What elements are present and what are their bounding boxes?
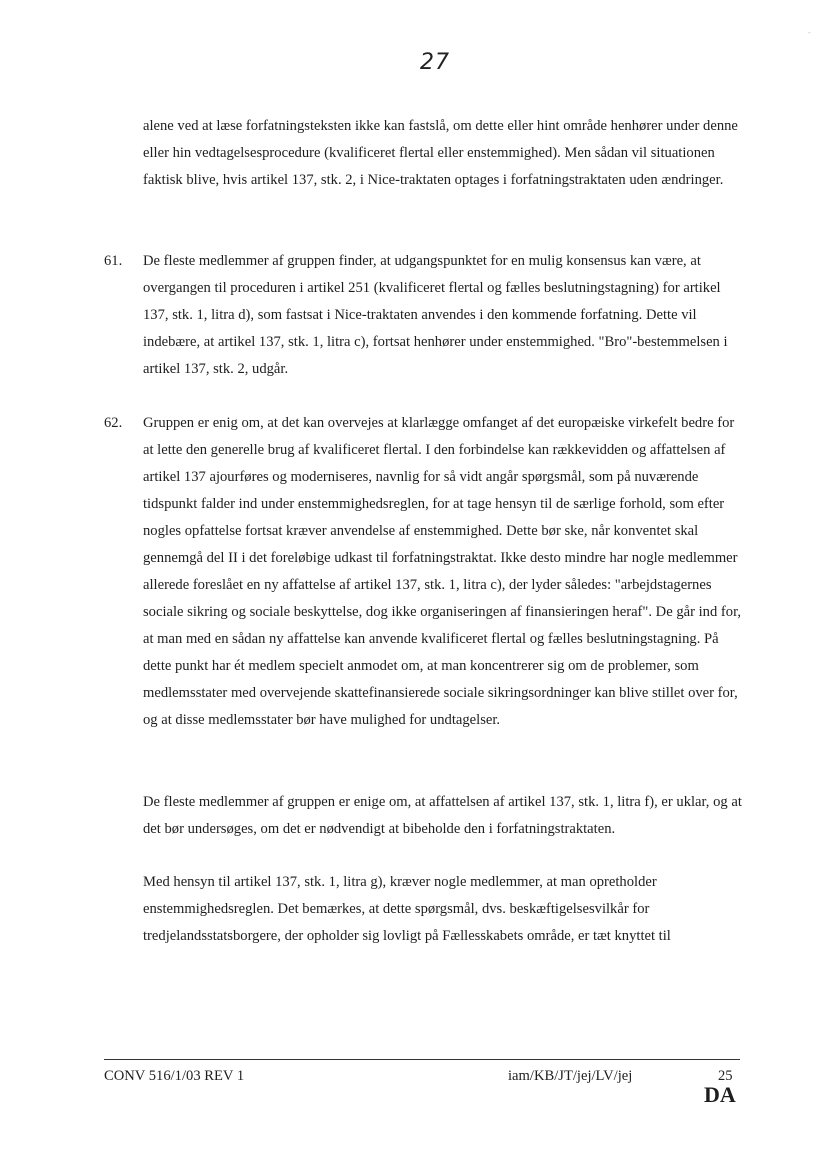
footer-initials: iam/KB/JT/jej/LV/jej xyxy=(508,1068,633,1084)
handwritten-page-number: 27 xyxy=(420,50,450,75)
paragraph-text: alene ved at læse forfatningsteksten ikke kan fastslå, om dette eller hint område henhører under denne eller hin vedtagelsesprocedure (kvalificeret flertal eller enstemmighed). Men sådan vil situationen faktisk blive, hvis artikel 137, stk. 2, i Nice-traktaten optages i forfatningstraktaten uden ændringer. xyxy=(143,118,738,188)
footer-language-code: DA xyxy=(704,1082,736,1107)
scan-mark: - xyxy=(808,28,811,37)
footer-document-reference: CONV 516/1/03 REV 1 xyxy=(104,1068,245,1084)
paragraph-61 xyxy=(143,248,743,383)
paragraph-text: De fleste medlemmer af gruppen finder, at udgangspunktet for en mulig konsensus kan være, at overgangen til proceduren i artikel 251 (kvalificeret flertal og fælles beslutningstagning) for artikel 137, stk. 1, litra d), som fastsat i Nice-traktaten anvendes i den kommende forfatning. Dette vil indebære, at artikel 137, stk. 1, litra c), fortsat henhører under enstemmighed. "Bro"-bestemmelsen i artikel 137, stk. 2, udgår. xyxy=(143,253,728,377)
paragraph-number: 61. xyxy=(104,253,123,269)
paragraph-continuation xyxy=(143,113,743,194)
paragraph-text: Med hensyn til artikel 137, stk. 1, litra g), kræver nogle medlemmer, at man opretholder enstemmighedsreglen. Det bemærkes, at dette spørgsmål, dvs. beskæftigelsesvilkår for tredjelandsstatsborgere, der opholder sig lovligt på Fællesskabets område, er tæt knyttet til xyxy=(143,874,671,944)
paragraph-text: Gruppen er enig om, at det kan overvejes at klarlægge omfanget af det europæiske virkefelt bedre for at lette den generelle brug af kvalificeret flertal. I den forbindelse kan rækkevidden og affattelsen af artikel 137 ajourføres og moderniseres, navnlig for så vidt angår spørgsmål, som på nuværende tidspunkt falder ind under enstemmighedsreglen, for at tage hensyn til de særlige forhold, som efter nogles opfattelse fortsat kræver anvendelse af enstemmighed. Dette bør ske, når konventet skal gennemgå del II i det foreløbige udkast til forfatningstraktat. Ikke desto mindre har nogle medlemmer allerede foreslået en ny affattelse af artikel 137, stk. 1, litra c), der lyder således: "arbejdstagernes sociale sikring og sociale beskyttelse, dog ikke organiseringen af finansieringen heraf". De går ind for, at man med en sådan ny affattelse kan anvende kvalificeret flertal og fælles beslutningstagning. På dette punkt har ét medlem specielt anmodet om, at man koncentrerer sig om de problemer, som medlemsstater med overvejende skattefinansierede sociale sikringsordninger kan blive stillet over for, og at disse medlemsstater bør have mulighed for undtagelser. xyxy=(143,415,741,728)
paragraph-unnumbered xyxy=(143,789,743,843)
paragraph-text: De fleste medlemmer af gruppen er enige om, at affattelsen af artikel 137, stk. 1, litra f), er uklar, og at det bør undersøges, om det er nødvendigt at bibeholde den i forfatningstraktaten. xyxy=(143,794,742,837)
paragraph-unnumbered xyxy=(143,869,743,950)
paragraph-62 xyxy=(143,410,743,734)
paragraph-number: 62. xyxy=(104,415,123,431)
footer-divider xyxy=(104,1059,740,1060)
footer-page-number: 25 xyxy=(718,1068,733,1084)
